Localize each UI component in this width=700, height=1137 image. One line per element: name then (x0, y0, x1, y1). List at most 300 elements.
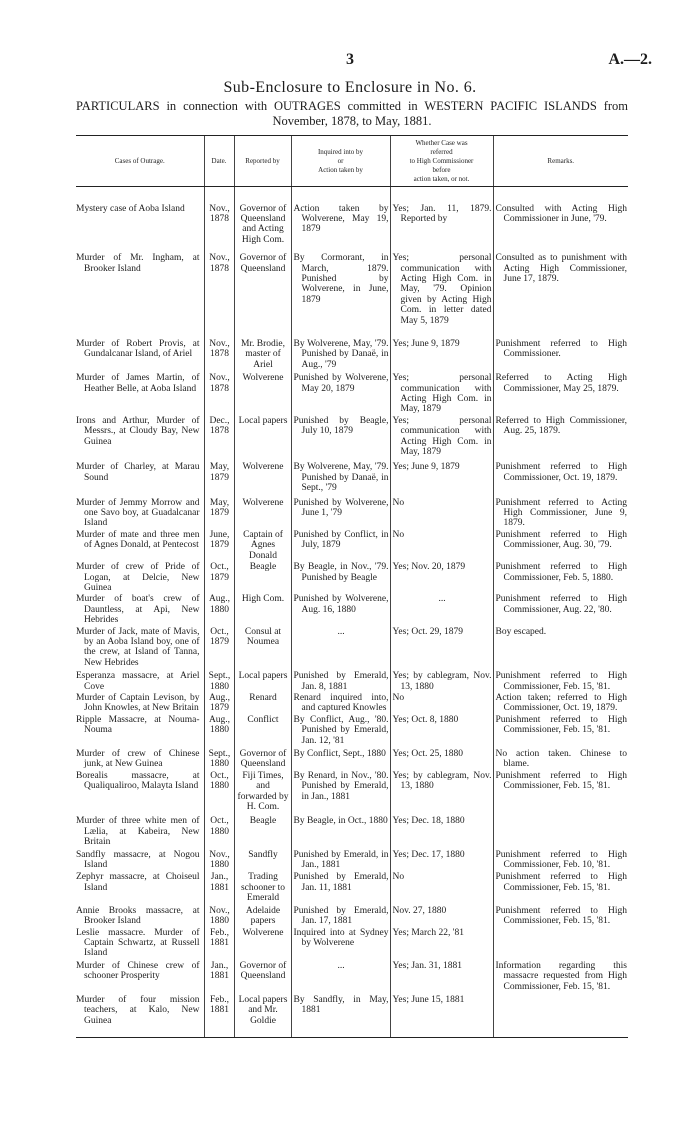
case-cell (76, 253, 204, 326)
action-cell (291, 961, 390, 992)
reported-by-cell-text: Governor of Queensland and Acting High Com. (239, 203, 287, 245)
reported-by-cell (234, 253, 291, 326)
action-cell-text: Action taken by Wolverene, May 19, 1879 (293, 203, 389, 235)
case-cell (76, 339, 204, 370)
date-cell (204, 872, 234, 903)
table-row (76, 416, 628, 458)
remarks-cell-text: Punishment referred to High Commissioner, Feb. 5, 1880. (495, 562, 627, 583)
reported-by-cell (234, 816, 291, 847)
referred-cell-text: Yes; Jan. 31, 1881 (392, 960, 463, 971)
referred-cell (390, 671, 493, 692)
table-row (76, 562, 628, 593)
action-cell (291, 253, 390, 326)
reported-by-cell (234, 562, 291, 593)
remarks-cell-text: No action taken. Chinese to blame. (495, 749, 627, 770)
reported-by-cell (234, 995, 291, 1026)
action-cell (291, 416, 390, 458)
action-cell (291, 928, 390, 959)
remarks-cell-text: Referred to High Commissioner, Aug. 25, 1879. (495, 415, 627, 437)
case-cell-text: Murder of crew of Chinese junk, at New Guinea (76, 749, 200, 770)
reported-by-cell (234, 671, 291, 692)
action-cell (291, 671, 390, 692)
reported-by-cell-text: Governor of Queensland (239, 253, 287, 274)
remarks-cell (493, 339, 628, 370)
table-row (76, 928, 628, 959)
date-cell (204, 961, 234, 992)
action-cell-text: By Renard, in Nov., '80. Punished by Emerald, in Jan., 1881 (293, 770, 389, 802)
remarks-cell (493, 594, 628, 625)
case-cell-text: Murder of four mission teachers, at Kalo, New Guinea (76, 994, 200, 1026)
remarks-cell-text: Punishment referred to High Commissioner, Feb. 10, '81. (495, 849, 627, 871)
referred-cell (390, 594, 493, 625)
date-cell (204, 253, 234, 326)
remarks-cell (493, 498, 628, 529)
case-cell (76, 816, 204, 847)
remarks-cell (493, 928, 628, 959)
referred-cell (390, 498, 493, 529)
header-date (204, 136, 234, 187)
case-cell (76, 961, 204, 992)
referred-cell (390, 693, 493, 714)
reported-by-cell-text: Governor of Queensland (239, 749, 287, 770)
referred-cell-text: Nov. 27, 1880 (392, 905, 447, 916)
case-cell (76, 462, 204, 493)
referred-cell (390, 339, 493, 370)
remarks-cell-text: Punishment referred to High Commissioner, Aug. 30, '79. (495, 529, 627, 551)
action-cell-text: By Wolverene, May, '79. Punished by Danaë, in Sept., '79 (293, 462, 389, 494)
reported-by-cell (234, 416, 291, 458)
table-row (76, 850, 628, 871)
referred-cell (390, 995, 493, 1026)
case-cell (76, 872, 204, 903)
case-cell-text: Ripple Massacre, at Nouma-Nouma (76, 714, 200, 736)
case-cell (76, 627, 204, 669)
date-cell-text: Sept., 1880 (208, 671, 231, 692)
referred-cell (390, 771, 493, 813)
reported-by-cell (234, 928, 291, 959)
action-cell-text: Renard inquired into, and captured Knowles (293, 692, 389, 714)
date-cell (204, 373, 234, 415)
remarks-cell-text: Consulted as to punishment with Acting High Commissioner, June 17, 1879. (495, 253, 627, 284)
row-gap (76, 326, 628, 339)
case-cell-text: Murder of Charley, at Marau Sound (76, 462, 200, 483)
referred-cell-text: No (392, 872, 405, 883)
remarks-cell-text: Punishment referred to High Commissioner, Feb. 15, '81. (495, 905, 627, 927)
case-cell-text: Borealis massacre, at Qualiqualiroo, Malayta Island (76, 770, 200, 792)
referred-cell-text: No (392, 692, 405, 703)
case-cell-text: Irons and Arthur, Murder of Messrs., at Cloudy Bay, New Guinea (76, 415, 200, 447)
header-case-text: Cases of Outrage. (114, 156, 165, 165)
reported-by-cell (234, 693, 291, 714)
remarks-cell (493, 693, 628, 714)
action-cell-text: Punished by Conflict, in July, 1879 (293, 529, 389, 551)
remarks-cell-text: Punishment referred to High Commissioner. (495, 338, 627, 360)
date-cell (204, 594, 234, 625)
action-cell (291, 462, 390, 493)
action-cell-text: Punished by Emerald, Jan. 17, 1881 (293, 905, 389, 927)
remarks-cell (493, 530, 628, 561)
case-cell-text: Leslie massacre. Murder of Captain Schwartz, at Russell Island (76, 927, 200, 959)
action-cell (291, 530, 390, 561)
date-cell (204, 816, 234, 847)
referred-cell-text: ... (438, 594, 446, 605)
remarks-cell-text: Action taken; referred to High Commissioner, Oct. 19, 1879. (495, 692, 627, 714)
referred-cell-text: Yes; March 22, '81 (392, 927, 464, 938)
referred-cell (390, 749, 493, 770)
page-number: 3 (346, 51, 354, 68)
referred-cell-text: No (392, 497, 405, 508)
table-spacer (76, 187, 628, 204)
header-reported-by (234, 136, 291, 187)
referred-cell-text: Yes; by cablegram, Nov. 13, 1880 (392, 770, 492, 792)
referred-cell-text: Yes; personal communication with Acting High Com. in May, 1879 (392, 373, 492, 415)
date-cell (204, 498, 234, 529)
action-cell-text: ... (337, 960, 345, 971)
action-cell-text: ... (337, 626, 345, 637)
remarks-cell (493, 627, 628, 669)
remarks-cell-text: Referred to Acting High Commissioner, May 25, 1879. (495, 373, 627, 394)
case-cell-text: Mystery case of Aoba Island (76, 203, 185, 214)
action-cell (291, 594, 390, 625)
header-whether (390, 136, 493, 187)
reported-by-cell-text: Captain of Agnes Donald (243, 529, 283, 561)
case-cell-text: Sandfly massacre, at Nogou Island (76, 849, 200, 871)
reported-by-cell-text: Trading schooner to Emerald (240, 872, 286, 904)
referred-cell (390, 530, 493, 561)
case-cell (76, 416, 204, 458)
table-row (76, 671, 628, 692)
action-cell (291, 816, 390, 847)
case-cell-text: Murder of Robert Provis, at Gundalcanar Island, of Ariel (76, 338, 200, 360)
remarks-cell-text: Boy escaped. (495, 626, 547, 637)
remarks-cell-text: Information regarding this massacre requested from High Commissioner, Feb. 15, '81. (495, 960, 627, 992)
action-cell-text: Punished by Emerald, in Jan., 1881 (293, 849, 389, 871)
case-cell-text: Murder of boat's crew of Dauntless, at Api, New Hebrides (76, 594, 200, 626)
table-row (76, 373, 628, 415)
reported-by-cell (234, 961, 291, 992)
reported-by-cell (234, 498, 291, 529)
reported-by-cell-text: Beagle (249, 562, 277, 573)
page-subtitle: PARTICULARS in connection with OUTRAGES committed in WESTERN PACIFIC ISLANDS from November, 1878, to May, 1881. (76, 99, 628, 128)
remarks-cell (493, 462, 628, 493)
date-cell-text: Oct., 1880 (210, 816, 229, 837)
referred-cell (390, 253, 493, 326)
case-cell (76, 749, 204, 770)
date-cell-text: Nov., 1878 (209, 338, 230, 360)
outrages-table (76, 135, 628, 1038)
action-cell-text: Punished by Wolverene, June 1, '79 (293, 497, 389, 519)
header-reported-text: Reported by (245, 156, 280, 165)
action-cell-text: By Cormorant, in March, 1879. Punished by Wolverene, in June, 1879 (293, 253, 389, 305)
reported-by-cell (234, 906, 291, 927)
page-title: Sub-Enclosure to Enclosure in No. 6. (223, 79, 477, 96)
date-cell (204, 850, 234, 871)
date-cell-text: Jan., 1881 (210, 872, 229, 893)
referred-cell-text: No (392, 529, 405, 540)
header-remarks (493, 136, 628, 187)
case-cell-text: Esperanza massacre, at Ariel Cove (76, 671, 200, 692)
action-cell (291, 872, 390, 903)
reported-by-cell (234, 462, 291, 493)
reported-by-cell (234, 339, 291, 370)
action-cell (291, 204, 390, 246)
reported-by-cell-text: Renard (249, 692, 277, 703)
action-cell (291, 373, 390, 415)
referred-cell-text: Yes; Oct. 25, 1880 (392, 749, 464, 759)
reported-by-cell-text: Wolverene (242, 373, 284, 384)
header-whether-text: Whether Case was referred to High Commissioner before action taken, or not. (409, 138, 474, 183)
date-cell-text: May, 1879 (209, 497, 230, 519)
reported-by-cell (234, 594, 291, 625)
date-cell (204, 562, 234, 593)
remarks-cell (493, 872, 628, 903)
referred-cell (390, 416, 493, 458)
table-row (76, 906, 628, 927)
case-cell-text: Murder of three white men of Lælia, at Kabeira, New Britain (76, 816, 200, 848)
date-cell (204, 204, 234, 246)
remarks-cell (493, 961, 628, 992)
action-cell (291, 339, 390, 370)
date-cell-text: Aug., 1880 (208, 594, 231, 615)
date-cell-text: May, 1879 (209, 462, 230, 483)
case-cell-text: Murder of Mr. Ingham, at Brooker Island (76, 253, 200, 274)
case-cell (76, 204, 204, 246)
date-cell-text: June, 1879 (209, 529, 230, 551)
referred-cell (390, 906, 493, 927)
referred-cell-text: Yes; Nov. 20, 1879 (392, 562, 466, 573)
reported-by-cell (234, 204, 291, 246)
table-row (76, 771, 628, 813)
date-cell-text: Feb., 1881 (210, 927, 229, 948)
reported-by-cell (234, 850, 291, 871)
referred-cell-text: Yes; June 9, 1879 (392, 462, 460, 473)
action-cell-text: Punished by Wolverene, Aug. 16, 1880 (293, 594, 389, 615)
case-cell (76, 562, 204, 593)
case-cell (76, 995, 204, 1026)
header-date-text: Date. (211, 156, 227, 165)
table-row (76, 498, 628, 529)
reported-by-cell-text: Local papers (238, 671, 288, 682)
table-row (76, 204, 628, 246)
action-cell-text: By Beagle, in Oct., 1880 (293, 816, 388, 827)
date-cell (204, 416, 234, 458)
remarks-cell (493, 906, 628, 927)
case-cell (76, 530, 204, 561)
referred-cell-text: Yes; personal communication with Acting High Com. in May, 1879 (392, 415, 492, 458)
referred-cell (390, 562, 493, 593)
case-cell-text: Murder of mate and three men of Agnes Donald, at Pentecost (76, 529, 200, 551)
action-cell-text: Inquired into at Sydney by Wolverene (293, 927, 389, 948)
remarks-cell (493, 715, 628, 746)
header-inquired (291, 136, 390, 187)
table-row (76, 715, 628, 746)
date-cell (204, 749, 234, 770)
remarks-cell (493, 671, 628, 692)
reported-by-cell-text: Wolverene (242, 927, 284, 938)
case-cell (76, 715, 204, 746)
date-cell-text: Nov., 1880 (209, 905, 230, 927)
date-cell (204, 771, 234, 813)
case-cell-text: Murder of crew of Pride of Logan, at Delcie, New Guinea (76, 562, 200, 593)
referred-cell (390, 627, 493, 669)
table-row (76, 627, 628, 669)
remarks-cell-text: Punishment referred to High Commissioner, Feb. 15, '81. (495, 770, 627, 792)
case-cell-text: Murder of Chinese crew of schooner Prosperity (76, 960, 200, 982)
referred-cell-text: Yes; June 9, 1879 (392, 338, 460, 349)
date-cell-text: Sept., 1880 (208, 749, 231, 770)
table-row (76, 530, 628, 561)
referred-cell-text: Yes; personal communication with Acting High Com. in May, '79. Opinion given by Acting High Com. in letter dated May 5, 1879 (392, 253, 492, 326)
reported-by-cell (234, 771, 291, 813)
table-row (76, 693, 628, 714)
table-row (76, 749, 628, 770)
reported-by-cell (234, 872, 291, 903)
date-cell-text: Nov., 1878 (209, 373, 230, 394)
reported-by-cell-text: Conflict (247, 714, 279, 725)
referred-cell-text: Yes; by cablegram, Nov. 13, 1880 (392, 671, 492, 692)
case-cell-text: Murder of Captain Levison, by John Knowles, at New Britain (76, 692, 200, 714)
case-cell-text: Zephyr massacre, at Choiseul Island (76, 872, 200, 893)
case-cell (76, 373, 204, 415)
table-row (76, 995, 628, 1026)
table-body (76, 187, 628, 1038)
action-cell (291, 771, 390, 813)
referred-cell-text: Yes; Oct. 8, 1880 (392, 714, 459, 725)
action-cell (291, 749, 390, 770)
case-cell-text: Murder of Jack, mate of Mavis, by an Aoba Island boy, one of the crew, at Island of Tanna, New Hebrides (76, 626, 200, 668)
document-reference: A.—2. (608, 51, 652, 68)
referred-cell-text: Yes; Oct. 29, 1879 (392, 626, 464, 637)
date-cell-text: Oct., 1879 (210, 562, 229, 583)
reported-by-cell-text: Consul at Noumea (244, 626, 282, 647)
reported-by-cell-text: Governor of Queensland (239, 960, 287, 982)
reported-by-cell (234, 627, 291, 669)
referred-cell-text: Yes; Dec. 18, 1880 (392, 816, 465, 827)
action-cell (291, 498, 390, 529)
remarks-cell-text: Punishment referred to High Commissioner, Feb. 15, '81. (495, 671, 627, 692)
referred-cell (390, 816, 493, 847)
header-inquired-text: Inquired into by or Action taken by (317, 147, 364, 174)
date-cell-text: Nov., 1878 (209, 253, 230, 274)
table-row (76, 253, 628, 326)
referred-cell-text: Yes; June 15, 1881 (392, 994, 465, 1005)
referred-cell (390, 850, 493, 871)
date-cell (204, 462, 234, 493)
date-cell-text: Nov., 1880 (209, 849, 230, 871)
table-row (76, 872, 628, 903)
table-row (76, 816, 628, 847)
remarks-cell (493, 416, 628, 458)
remarks-cell-text: Consulted with Acting High Commissioner in June, '79. (495, 203, 627, 224)
date-cell-text: Nov., 1878 (209, 203, 230, 224)
action-cell-text: By Beagle, in Nov., '79. Punished by Beagle (293, 562, 389, 583)
action-cell-text: Punished by Wolverene, May 20, 1879 (293, 373, 389, 394)
action-cell-text: Punished by Beagle, July 10, 1879 (293, 415, 389, 437)
reported-by-cell (234, 373, 291, 415)
case-cell (76, 771, 204, 813)
table-row (76, 961, 628, 992)
referred-cell (390, 462, 493, 493)
action-cell-text: Punished by Emerald, Jan. 8, 1881 (293, 671, 389, 692)
case-cell (76, 671, 204, 692)
date-cell (204, 995, 234, 1026)
date-cell (204, 530, 234, 561)
remarks-cell (493, 816, 628, 847)
remarks-cell-text: Punishment referred to Acting High Commissioner, June 9, 1879. (495, 497, 627, 529)
remarks-cell-text: Punishment referred to High Commissioner, Oct. 19, 1879. (495, 462, 627, 483)
referred-cell (390, 928, 493, 959)
remarks-cell (493, 373, 628, 415)
remarks-cell (493, 204, 628, 246)
reported-by-cell-text: Fiji Times, and forwarded by H. Com. (237, 770, 289, 813)
table-bottom (76, 1029, 628, 1037)
date-cell-text: Dec., 1878 (209, 415, 230, 437)
referred-cell-text: Yes; Dec. 17, 1880 (392, 849, 465, 860)
date-cell (204, 671, 234, 692)
case-cell (76, 693, 204, 714)
date-cell-text: Oct., 1880 (210, 770, 229, 792)
referred-cell (390, 715, 493, 746)
date-cell-text: Jan., 1881 (210, 960, 229, 982)
table-header (76, 136, 628, 187)
date-cell (204, 627, 234, 669)
date-cell-text: Aug., 1879 (208, 692, 231, 714)
row-gap (76, 245, 628, 253)
case-cell-text: Murder of Jemmy Morrow and one Savo boy, at Guadalcanar Island (76, 497, 200, 529)
date-cell (204, 339, 234, 370)
date-cell (204, 906, 234, 927)
reported-by-cell (234, 715, 291, 746)
referred-cell (390, 872, 493, 903)
referred-cell-text: Yes; Jan. 11, 1879. Reported by (392, 203, 492, 224)
reported-by-cell-text: Mr. Brodie, master of Ariel (240, 338, 286, 370)
action-cell-text: By Wolverene, May, '79. Punished by Danaë, in Aug., '79 (293, 338, 389, 370)
remarks-cell-text: Punishment referred to High Commissioner, Feb. 15, '81. (495, 714, 627, 736)
action-cell-text: By Conflict, Aug., '80. Punished by Emerald, Jan. 12, '81 (293, 714, 389, 746)
action-cell (291, 693, 390, 714)
date-cell (204, 693, 234, 714)
header-case (76, 136, 204, 187)
reported-by-cell-text: Beagle (249, 816, 277, 827)
reported-by-cell (234, 749, 291, 770)
reported-by-cell (234, 530, 291, 561)
reported-by-cell-text: High Com. (241, 594, 285, 605)
remarks-cell (493, 253, 628, 326)
reported-by-cell-text: Sandfly (248, 849, 278, 860)
referred-cell (390, 204, 493, 246)
table-row (76, 339, 628, 370)
remarks-cell-text: Punishment referred to High Commissioner, Feb. 15, '81. (495, 872, 627, 893)
remarks-cell (493, 562, 628, 593)
case-cell (76, 928, 204, 959)
case-cell (76, 850, 204, 871)
case-cell (76, 498, 204, 529)
referred-cell (390, 961, 493, 992)
date-cell-text: Oct., 1879 (210, 626, 229, 647)
remarks-cell (493, 850, 628, 871)
reported-by-cell-text: Wolverene (242, 497, 284, 508)
remarks-cell (493, 749, 628, 770)
header-remarks-text: Remarks. (547, 156, 575, 165)
remarks-cell (493, 995, 628, 1026)
table-row (76, 594, 628, 625)
action-cell-text: Punished by Emerald, Jan. 11, 1881 (293, 872, 389, 893)
reported-by-cell-text: Local papers (238, 415, 288, 426)
action-cell (291, 906, 390, 927)
action-cell-text: By Conflict, Sept., 1880 (293, 749, 386, 759)
table-row (76, 462, 628, 493)
date-cell-text: Feb., 1881 (210, 994, 229, 1016)
